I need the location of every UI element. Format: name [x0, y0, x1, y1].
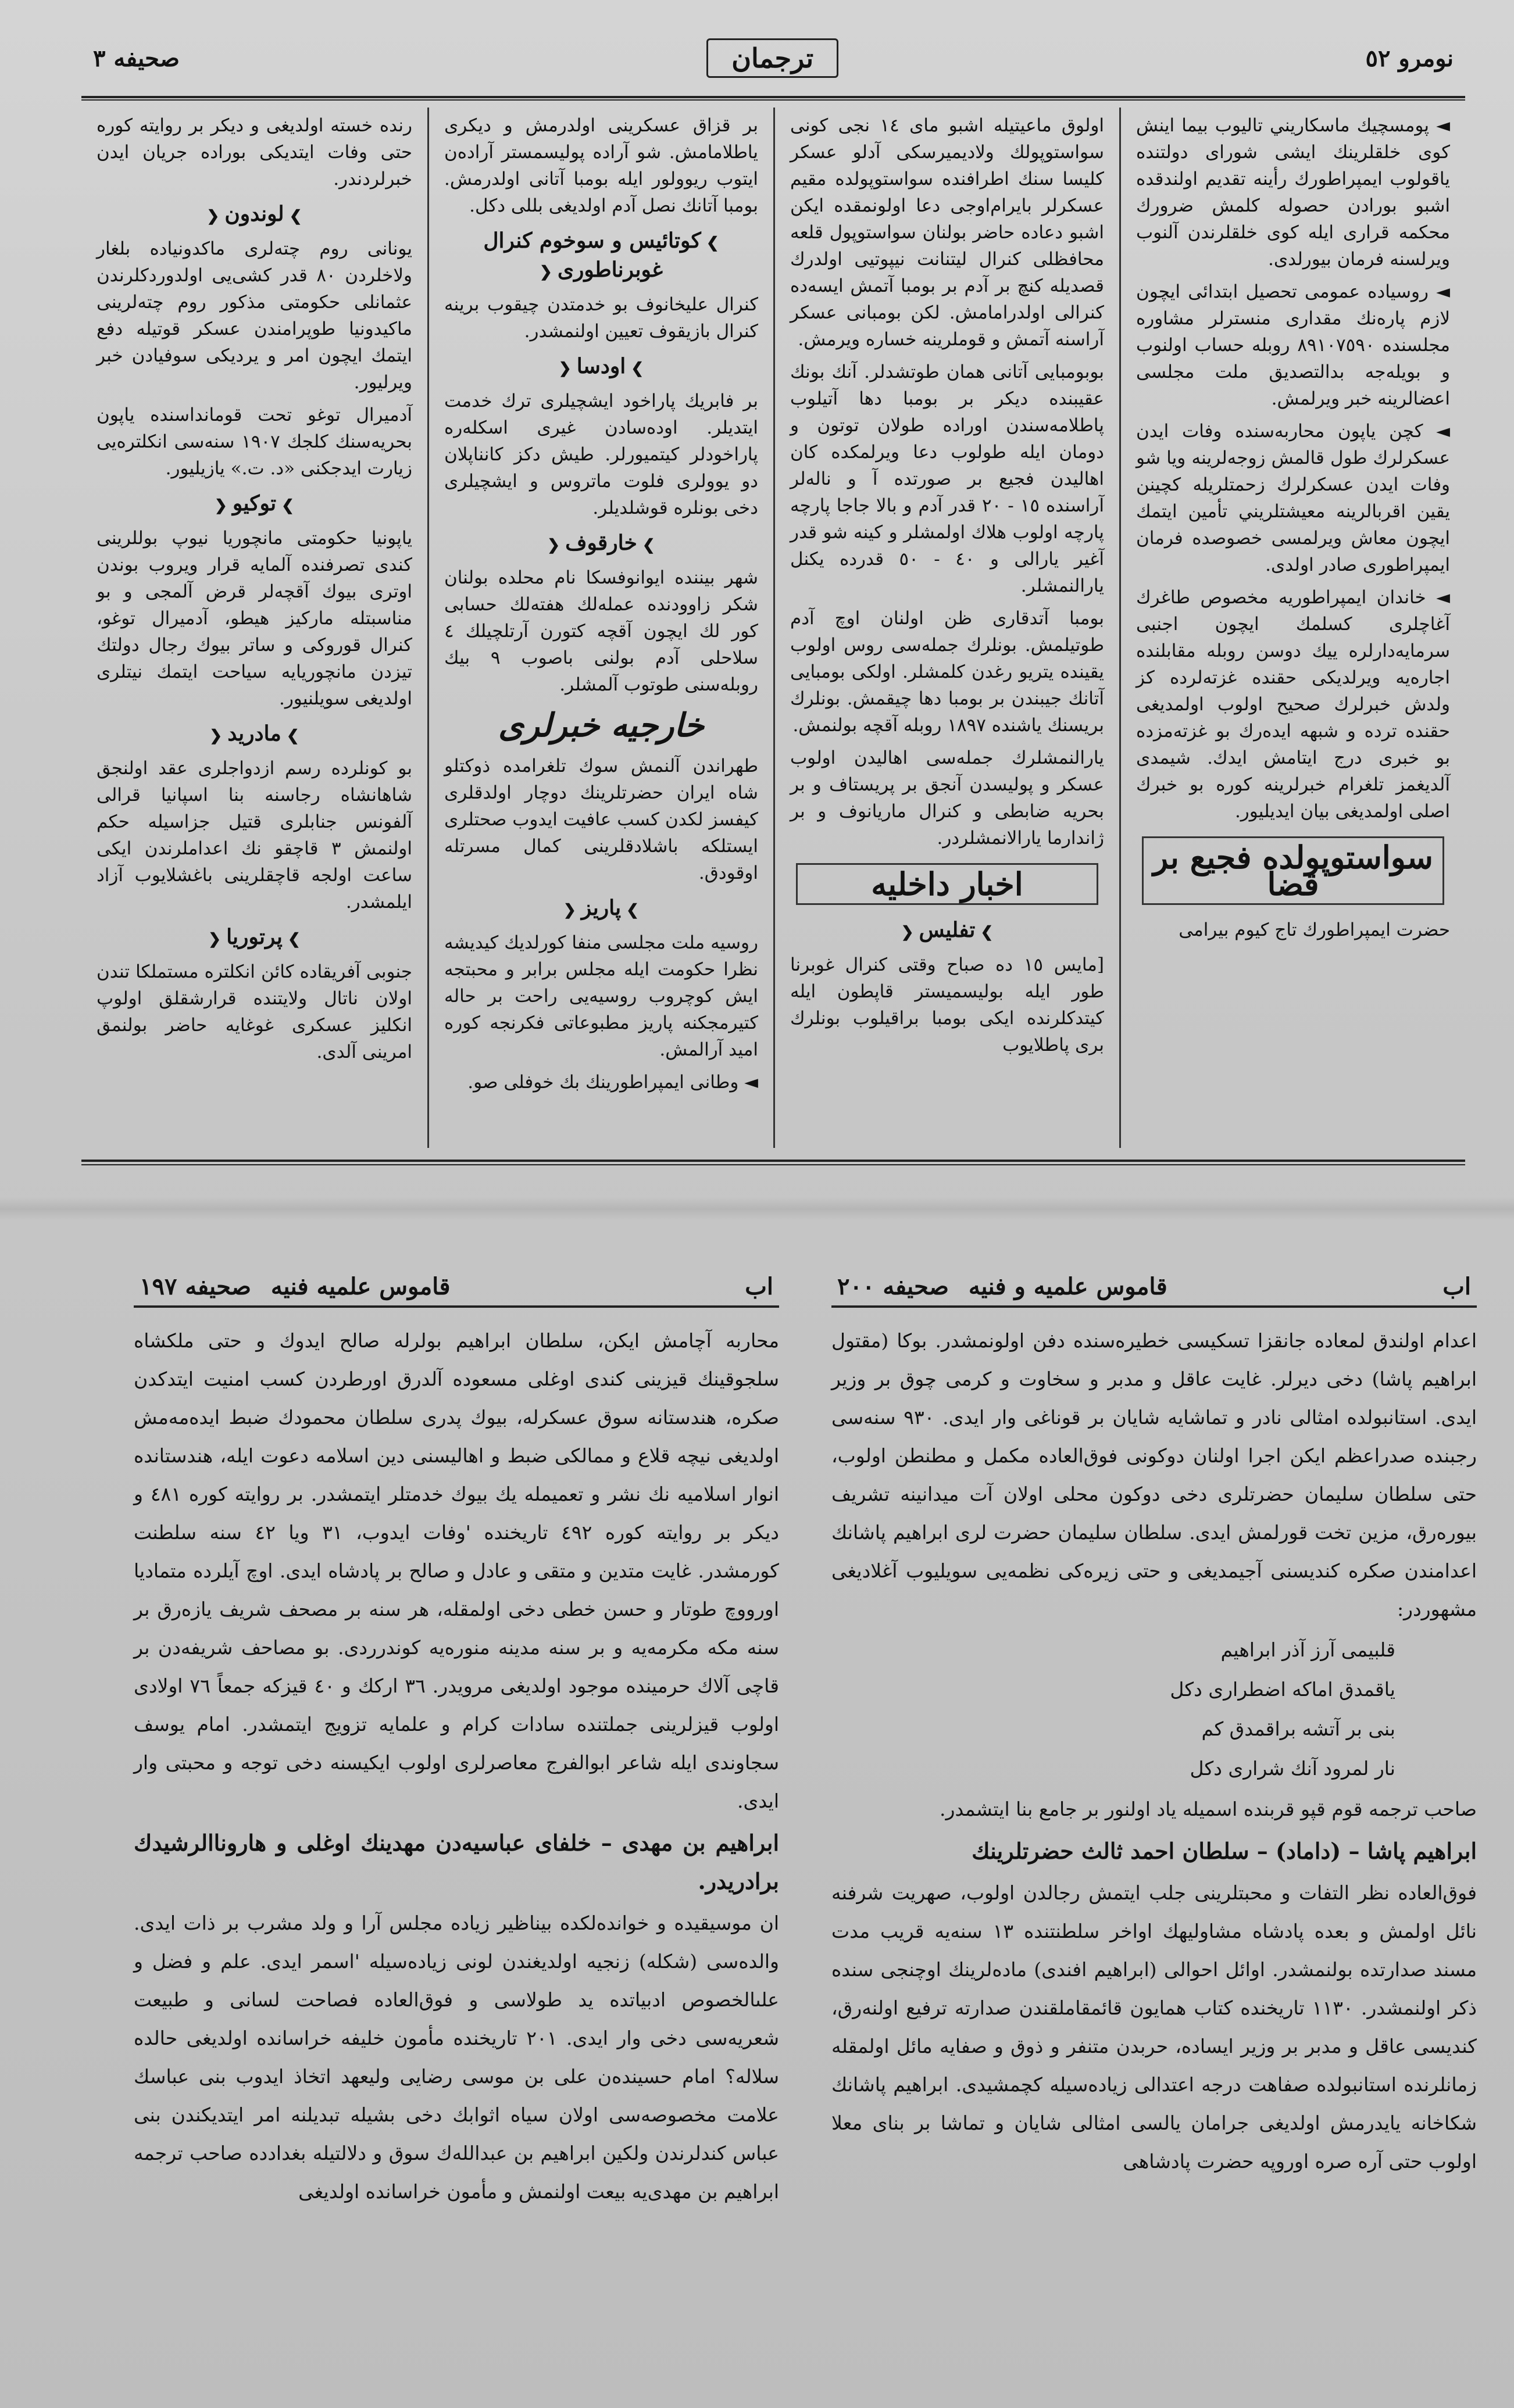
news-paragraph: ياپونيا حكومتى مانچوريا نيوپ بوللرينى كندى تصرفنده آلمايه قرار ويروب بوندن اوترى بيوك آقچەلر قرض آلمجى و بو مناسبتله ماركيز هيطو، آدميرال توغو، كنرال قوروكى و ساتر بيوك رجال دولتك تيزدن مانچوريايه سياحت ايتمك نيتلرى اولديغى سويلنيور. — [97, 528, 412, 709]
dateline-heading: ❯ خارقوف ❮ — [444, 529, 758, 559]
masthead-rule — [81, 96, 1465, 101]
news-paragraph: اولوق ماعيتيله اشبو ماى ١٤ نجى كونى سواستوپولك ولاديميرسكى آدلو عسكر كليسا سنك اطرافنده سواستوپولده مقيم عسكرلر بايرام‌اوجى دعا اولونمقده ايكن اشبو دعاده حاضر بولنان سواستوپول قلعه محافظلى كنرال ليتنانت نيپوتيى اولدرك قصديله كنچ بر آدم بر بومبا آتمش ايسه‌ده كنرالى اولدرامامش. لكن بومبا‌نى عسكر آراسنه آتمش و قوملرينه خساره ويرمش. — [790, 115, 1104, 350]
dictionary-paragraph: اعدام اولندق لمعاده جانقزا تسكيسى خطيره‌سنده دفن اولونمشدر. بوكا (مقتول ابراهيم پاشا) دخى ديرلر. غايت عاقل و مدبر و سخاوت و كرمى چوق بر وزير ايدى. استانبولده امثالى نادر و تماشايه شايان بر قوناغى وار ايدى. ٩٣٠ سنه‌سى رجبنده صدراعظم ايكن اجرا اولنان دوكونى فوق‌العاده مكمل و مطنطن اولوب، حتى سلطان سليمان حضرتلرى دخى دوكون محلى اولان آت ميدانينه تشريف بيوره‌رق، مزين تخت قورلمش ايدى. سلطان سليمان حضرت لرى ابراهيم پاشانك اعدامندن صكره كنديسنى آجيمديغى و حتى زيره‌كى نظمه‌يى سويليوب آغلاديغى مشهوردر: — [831, 1329, 1477, 1620]
dateline-heading: ❯ اودسا ❮ — [444, 353, 758, 382]
newspaper-page — [81, 23, 1465, 1151]
news-paragraph: [مايس ١٥ ده صباح وقتى كنرال غوبرنا طور ايله بوليسميستر قاپطون ايله كيتدكلرنده ايكى بومبا براقيلوب بونلرك برى پاطلايوب — [790, 954, 1104, 1055]
news-paragraph: حضرت ايمپراطورك تاج كيوم بيرامى — [1179, 919, 1450, 940]
verse-line: قلبيمى آرز آذر ابراهيم — [1220, 1638, 1395, 1661]
newspaper-bottom-rule — [81, 1160, 1465, 1165]
masthead — [81, 23, 1465, 93]
dictionary-header — [831, 1267, 1477, 1308]
news-paragraph: بو كونلرده رسم ازدواجلرى عقد اولنجق شاهانشاه رجاسنه بنا اسپانيا قرالى آلفونس جنابلرى قتيل جزاسيله حكم اولنمش ٣ قاچقو نك اعداملرندن ايكى ساعت اولجه قاچقلرينى باغشلايوب آزاد ايلمشدر. — [97, 758, 412, 913]
dateline-heading: ❯ پاريز ❮ — [444, 894, 758, 924]
verse-line: نار لمرود آنك شرارى دكل — [1190, 1757, 1395, 1780]
dateline-heading: ❯ لوندون ❮ — [97, 201, 412, 230]
news-paragraph: يارالنمشلرك جمله‌سى اهاليدن اولوب عسكر و پوليسدن آنجق بر پريستاف و بر بحريه ضابطى و كنرال ماريانوف و بر ژاندارما يارالانمشلردر. — [790, 747, 1104, 849]
header-letters: اب — [745, 1272, 773, 1300]
news-column-4 — [81, 108, 427, 1148]
foreign-news-headline: خارجيه خبرلرى — [498, 706, 704, 745]
news-paragraph: شهر بيننده ايوانوفسكا نام محلده بولنان شكر زاوودنده عمله‌لك هفته‌لك حسابى كور لك ايچون آقچه كتورن آرتلچيلك ٤ سلاحلى آدم بولنى باصوب ٩ بيك روبله‌سنى طوتوب آلمشلر. — [444, 567, 759, 695]
dictionary-paragraph: فوق‌العاده نظر التفات و محبتلرينى جلب ايتمش رجالدن اولوب، صهريت شرفنه نائل اولمش و بعده پادشاه مشاوليهك اواخر سلطنتنده ١٣ سنه‌يه قريب مدت مسند صدارتده بولنمشدر. اوائل احوالى (ابراهيم افندى) ماده‌لرينك اوچنجى سنده ذكر اولنمشدر. ١١٣٠ تاريخنده كتاب همايون قائمقاملقندن صدارته ترفيع اولنه‌رق، كنديسى عاقل و مدبر بر وزير ايساده، حربدن متنفر و ذوق و صفايه مائل اولمقله زمانلرنده استانبولده صفاهت درجه اعتدالى زياده‌سيله كچمشيدى. ابراهيم پاشانك شكاخانه يايدرمش اولديغى جرامان يالسى امثالى شايان و تماشا بر بناى معلا اولوب حتى آره صره اوروپه حضرت پادشاهى — [831, 1881, 1477, 2173]
header-page: صحيفه ١٩٧ — [140, 1272, 251, 1300]
news-columns — [81, 108, 1465, 1148]
news-paragraph: كنرال عليخانوف بو خدمتدن چيقوب برينه كنرال بازيقوف تعيين اولنمشدر. — [444, 294, 758, 342]
header-page: صحيفه ٢٠٠ — [837, 1272, 949, 1300]
header-letters: اب — [1442, 1272, 1471, 1300]
news-paragraph: روسيه ملت مجلسى منفا كورلديك كيديشه نظرا حكومت ايله مجلس برابر و محبتجه ايش كوچروب روسيه‌يى راحت بر حاله كتيرمجكنه پاريز مطبوعاتى فكرنجه كوره اميد آرالمش. — [444, 932, 758, 1060]
dateline-heading: ❯ كوتائيس و سوخوم كنرال غوبرناطورى ❮ — [444, 227, 758, 285]
fold-crease — [0, 1197, 1514, 1221]
entry-heading: ابراهيم پاشا – (داماد) – سلطان احمد ثالث حضرتلرينك — [972, 1838, 1477, 1864]
news-paragraph: يونانى روم چته‌لرى ماكدونياده بلغار ولاخلردن ٨٠ قدر كشى‌يى اولدوردكلرندن عثمانلى حكومتى مذكور روم چته‌لرينى ماكيدونيا طوپرامندن عسكر قوتيله دفع ايتمك ايچون امر و يرديكى سوفيادن خبر ويرليور. — [97, 238, 412, 393]
news-column-2 — [773, 108, 1119, 1148]
news-paragraph: ◄ كچن ياپون محاربه‌سنده وفات ايدن عسكرلرك طول قالمش زوجه‌لرينه ويا شو وفات ايدن عسكرلرك زحمتلريله كچينن يقين اقربالرينه معيشتلريني تأمين ايتمك ايچون معاش ويرلمسى خصوصده فرمان ايمپراطورى صادر اولدى. — [1136, 421, 1450, 575]
dateline-heading: ❯ پرتوريا ❮ — [97, 924, 412, 953]
domestic-news-headline: اخبار داخليه — [796, 863, 1098, 905]
news-paragraph: ◄ خاندان ايمپراطوريه مخصوص طاغرك آغاچلرى كسلمك ايچون اجنبى سرمايه‌دارلره ييك دوسن روبله مقابلنده اجاره‌يه ويرلديكى حقنده غزته‌لرده كز ولدش خبرلرك صحيح اولوب اولمديغى حقنده ترده و شبهه ايدەرك بو غزته‌مزده بو خبرى درج ايتامش ايدك. شيمدى آلديغمز تلغرام خبرلرينه كوره بو خبرك اصلى اولمديغى بيان ايديليور. — [1136, 587, 1450, 822]
news-paragraph: بومبا آتدقارى ظن اولنان اوچ آدم طوتيلمش. بونلرك جمله‌سى روس اولوب يقينده يتريو رغدن كلمشلر. اولكى بومبايى آتانك جيبندن بر بومبا دها چيقمش. بونلرك بريسنك ياشنده ١٨٩٧ روبله آقچه بولنمش. — [790, 608, 1104, 736]
news-paragraph: بوبومبايى آتانى همان طوتشدلر. آنك بونك عقيبنده ديكر بر بومبا دها آتيلوب پاطلامه‌سندن اوراده طولان توتون و دومان ايله طولوب دعا ويرلمكده كان اهاليدن فجيع بر صورتده آ و ناله‌لر آراسنده ١٥ - ٢٠ قدر آدم و بالا جاجا پارچه پارچه اولوب هلاك اولمشلر و كينه شو قدر آغير يارالى و ٤٠ - ٥٠ قدرده يكنل يارالنمشلر. — [790, 362, 1104, 596]
news-paragraph: طهراندن آلنمش سوك تلغرامده ذوكتلو شاه ايران حضرتلرينك دوچار اولدقلرى كيفسز لكدن كسب عافيت ايدوب صحتلرى ايستلكه باشلادقلرينى كمال مسرتله اوقودق. — [444, 756, 758, 883]
dictionary-paragraph: محاربه آچامش ايكن، سلطان ابراهيم بولرله صالح ايدوك و حتى ملكشاه سلجوقينك قيزينى كندى اوغلى مسعوده آلدرق اورطردن كسب امنيت ايتدكدن صكره، هندستانه سوق عسكرله، بيوك پدرى سلطان محمودك ضبط ايده‌مەمش اولديغى نيچه قلاع و ممالكى ضبط و اهاليسنى دين اسلامه دعوت ايله، هندستانده انوار اسلاميه نك نشر و تعميمله يك بيوك خدمتلر ايتمشدر. بر روايته كوره ٤٨١ و ديكر بر روايته كوره ٤٩٢ تاريخنده 'وفات ايدوب، ٣١ ويا ٤٢ سنه سلطنت كورمشدر. غايت متدين و متقى و عادل و صالح بر پادشاه ايدى. اوچ آيلرده متماديا اورووچ طوتار و حسن خطى دخى اولمقله، هر سنه بر مصحف شريف يازه‌رق بر سنه مكه مكرمه‌يه و بر سنه مدينه منوره‌يه كوندرردى. بو مصاحف شريفه‌دن بر قاچى آلاك حرمينده موجود اولديغى مرويدر. ٣٦ اركك و ٤٠ قيزكه جمعاً ٧٦ اولادى اولوب قيزلرينى جملتنده سادات كرام و علمايه تزويج ايتمشدر. امام يوسف سجاوندى ايله شاعر ابوالفرج معاصرلرى اولوب ايكيسنه دخى توجه و محبتى وار ايدى. — [134, 1329, 780, 1812]
verse-line: بنى بر آتشه براقمدق كم — [1201, 1718, 1395, 1740]
news-paragraph: بر قزاق عسكرينى اولدرمش و ديكرى ياطلامامش. شو آرادە پوليسمستر آراده‌ن ايتوب ريوولور ايله بومبا آتانى اولدرمش. بومبا آتانك نصل آدم اولديغى بللى دكل. — [444, 115, 758, 216]
dateline-heading: ❯ مادريد ❮ — [97, 720, 412, 749]
dictionary-body — [134, 1308, 779, 2211]
dictionary-paragraph: ان موسيقيده و خواندەلكده بيناظير زياده مجلس آرا و ولد مشرب بر ذات ايدى. والده‌سى (شكله) زنجيه اولديغندن لونى زياده‌سيله 'اسمر ايدى. علم و فضل و علىالخصوص ادبياتده يد طولاسى و فوق‌العاده فصاحت لسانى و طبيعت شعريه‌سى دخى وار ايدى. ٢٠١ تاريخنده مأمون خليفه خراسانده اولديغى حالده سلاله؟ امام حسينده‌ن على بن موسى رضايى وليعهد اتخاذ ايدوب بنى عباسك علامت مخصوصه‌سى اولان سياه اثوابك دخى بشيله تبديلنه امر ايتديكندن بنى عباس كندلرندن ولكين ابراهيم بن عبدالله‌ك سوق و دلالتيله بغدادده صاحب ترجمه ابراهيم بن مهدى‌يه بيعت اولنمش و مأمون خراسانده اولديغى — [134, 1912, 779, 2203]
news-paragraph: جنوبى آفريقاده كائن انكلتره مستملكا تندن اولان ناتال ولايتنده قرارشقلق اولوپ انكليز عسكرى غوغايه حاضر بولنمق امرينى آلدى. — [97, 961, 412, 1062]
dictionary-header — [134, 1267, 779, 1308]
dictionary-paragraph: صاحب ترجمه قوم قپو قربنده اسميله ياد اولنور بر جامع بنا ايتشمدر. — [940, 1798, 1477, 1820]
header-title: قاموس علميه و فنيه — [968, 1272, 1167, 1300]
news-paragraph: آدميرال توغو تحت قومانداسنده ياپون بحريه‌سنك كلجك ١٩٠٧ سنه‌سى انكلترەيى زيارت ايدجكنى «د. ت.» يازيليور. — [97, 405, 412, 479]
dictionary-page-200 — [831, 1267, 1477, 2383]
news-column-1 — [1119, 108, 1465, 1148]
entry-heading: ابراهيم بن مهدى – خلفاى عباسيه‌دن مهدينك اوغلى و هاروناالرشيدك برادريدر. — [134, 1830, 779, 1894]
header-title: قاموس علميه فنيه — [270, 1272, 451, 1300]
page-number: صحيفه ٣ — [93, 44, 180, 72]
newspaper-title: ترجمان — [706, 38, 838, 78]
news-paragraph: رنده خسته اولديغى و ديكر بر روايته كوره حتى وفات ايتديكى بوراده جريان ايدن خبرلردندر. — [97, 115, 412, 189]
dateline-heading: ❯ تفليس ❮ — [790, 917, 1104, 946]
issue-number: نومرو ٥٢ — [1365, 44, 1454, 72]
dictionary-body — [831, 1308, 1477, 2181]
news-paragraph: بر فابريك پاراخود ايشچيلرى ترك خدمت ايتديلر. اودەسادن غيرى اسكله‌ره پاراخودلر كيتميورلر. طيش دكز كانناپلان دو يوولرى فلوت ماتروس و ايشچيلرى دخى بونلره قوشلديلر. — [444, 391, 758, 518]
dateline-heading: ❯ توكيو ❮ — [97, 490, 412, 519]
news-paragraph: ◄ پومسچيك ماسكاريني تاليوب بيما اينش كوى خلقلرينك ايشى شوراى دولتنده ياقولوب ايمپراطورك رأينه تقديم اولندقده اشبو بورادن حصوله كلمش ضرورك محكمه قرارى ايله كوى خلقلرندن آلنوب ويرلسنه فرمان بيورلدى. — [1136, 115, 1450, 270]
verse-line: ياقمدق اماكه اضطرارى دكل — [1170, 1678, 1395, 1701]
news-column-3 — [427, 108, 773, 1148]
dictionary-page-197 — [134, 1267, 779, 2383]
news-paragraph: ◄ روسياده عمومى تحصيل ابتدائى ايچون لازم پارەنك مقدارى منسترلر مشاوره مجلسنده ٨٩١٠٧٥٩٠ روبله حساب اولنوب و بويله‌جه بدالتصديق ملت مجلسى اعضالرينه خبر ويرلمش. — [1136, 281, 1450, 409]
section-headline: سواستوپولده فجيع بر قضا — [1142, 836, 1444, 905]
news-paragraph: ◄ وطانى ايمپراطورينك بك خوفلى صو. — [467, 1072, 758, 1093]
